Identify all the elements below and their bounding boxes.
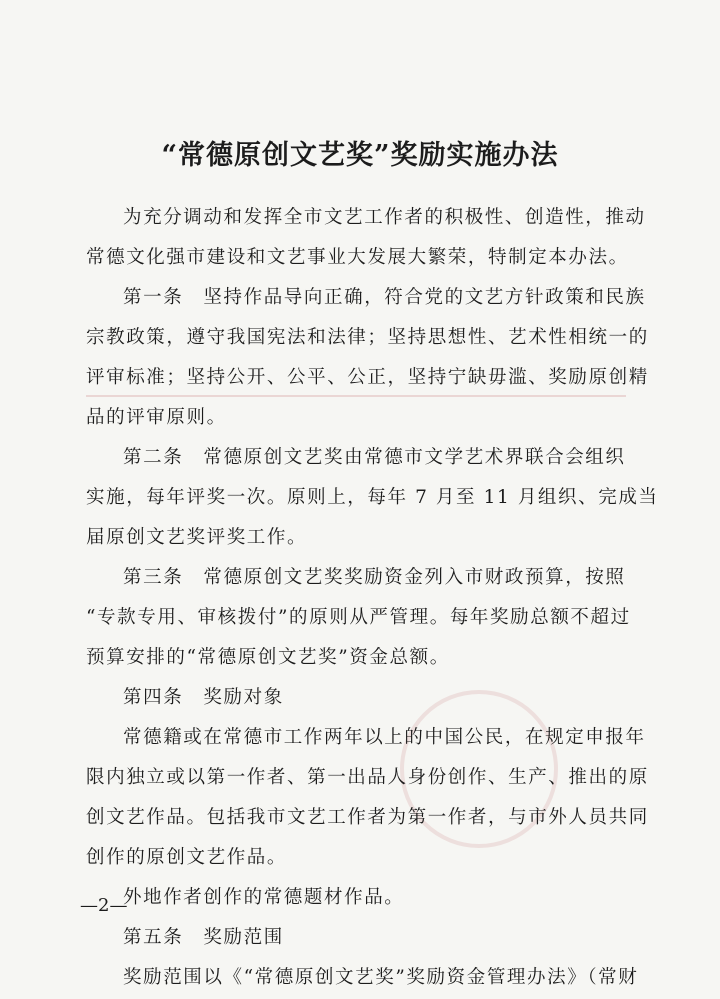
paragraph-line: 常德文化强市建设和文艺事业大发展大繁荣，特制定本办法。 — [86, 247, 629, 268]
paragraph-line: 预算安排的“常德原创文艺奖”资金总额。 — [86, 647, 450, 668]
paragraph-line: 创作的原创文艺作品。 — [86, 847, 288, 868]
article-4-heading: 第四条 奖励对象 — [123, 687, 284, 708]
paragraph-line: 限内独立或以第一作者、第一出品人身份创作、生产、推出的原 — [86, 767, 649, 788]
page-number: —2— — [80, 895, 128, 916]
paragraph-line: 为充分调动和发挥全市文艺工作者的积极性、创造性，推动 — [123, 207, 646, 228]
paragraph-line: “专款专用、审核拨付”的原则从严管理。每年奖励总额不超过 — [86, 607, 631, 628]
article-2-line: 第二条 常德原创文艺奖由常德市文学艺术界联合会组织 — [123, 447, 626, 468]
paragraph-line: 宗教政策，遵守我国宪法和法律；坚持思想性、艺术性相统一的 — [86, 327, 649, 348]
article-5-heading: 第五条 奖励范围 — [123, 927, 284, 948]
paragraph-line: 评审标准；坚持公开、公平、公正，坚持宁缺毋滥、奖励原创精 — [86, 367, 649, 388]
article-3-line: 第三条 常德原创文艺奖奖励资金列入市财政预算，按照 — [123, 567, 626, 588]
paragraph-line: 常德籍或在常德市工作两年以上的中国公民，在规定申报年 — [123, 727, 646, 748]
paragraph-line: 实施，每年评奖一次。原则上，每年 7 月至 11 月组织、完成当 — [86, 487, 659, 508]
document-body — [86, 198, 659, 998]
paragraph-line: 奖励范围以《“常德原创文艺奖”奖励资金管理办法》（常财 — [123, 967, 639, 988]
paragraph-line: 外地作者创作的常德题材作品。 — [123, 887, 405, 908]
document-title: “常德原创文艺奖”奖励实施办法 — [161, 140, 559, 171]
article-1-line: 第一条 坚持作品导向正确，符合党的文艺方针政策和民族 — [123, 287, 646, 308]
paragraph-line: 创文艺作品。包括我市文艺工作者为第一作者，与市外人员共同 — [86, 807, 649, 828]
paragraph-line: 品的评审原则。 — [86, 407, 227, 428]
paragraph-line: 届原创文艺奖评奖工作。 — [86, 527, 308, 548]
